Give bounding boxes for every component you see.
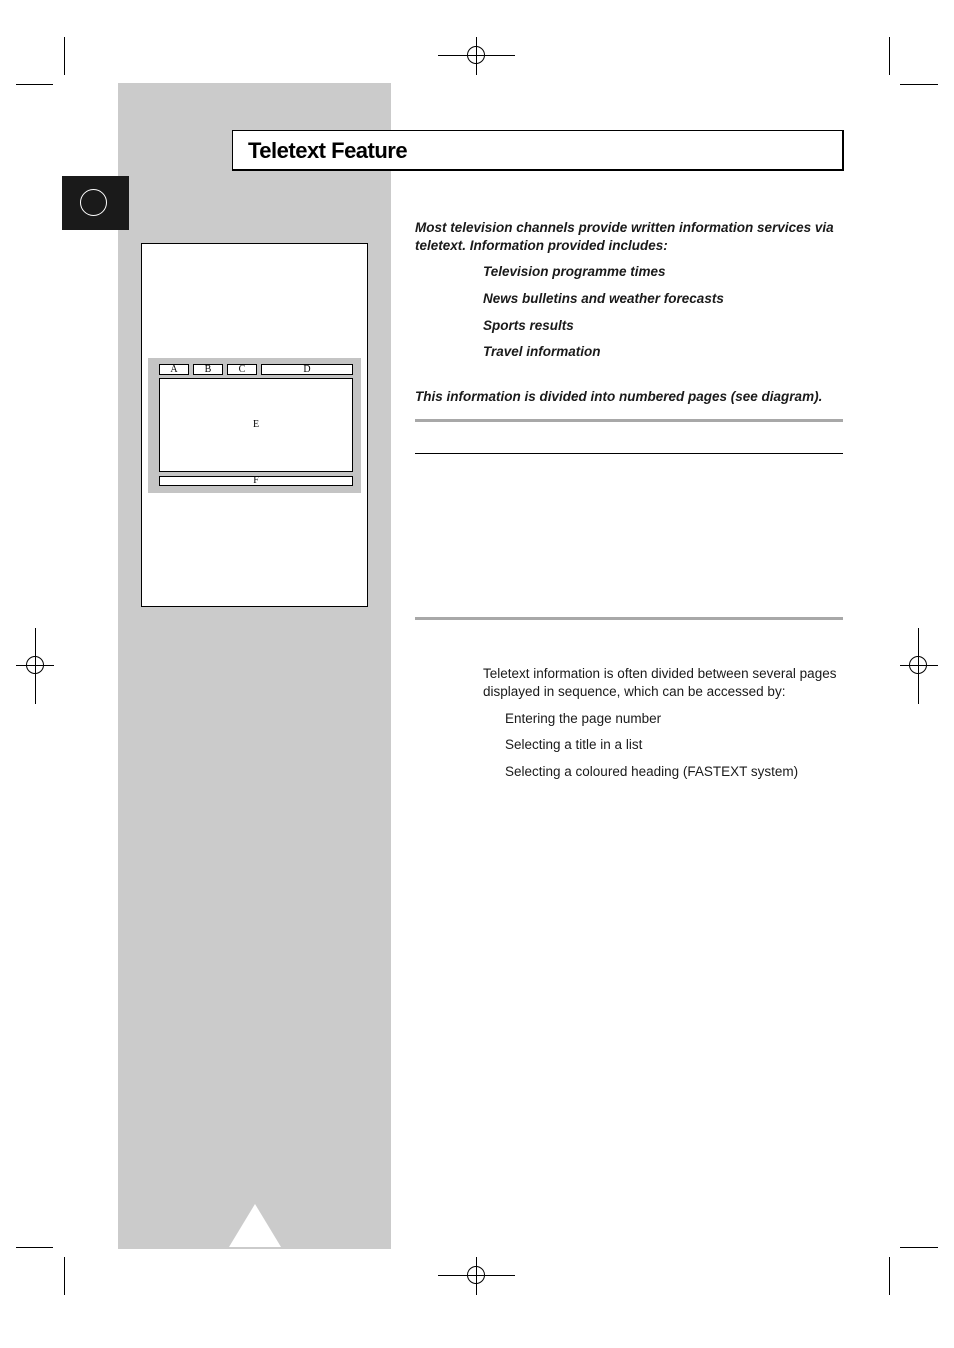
list-item: Entering the page number	[505, 711, 662, 726]
page-title: Teletext Feature	[248, 138, 408, 163]
footer-box-f: F	[159, 476, 353, 486]
crop-mark	[900, 84, 938, 85]
diagram-note: This information is divided into numbered pages (see diagram).	[415, 389, 823, 404]
crop-mark	[64, 1257, 65, 1295]
circle-icon	[80, 189, 107, 216]
crop-mark	[16, 1247, 53, 1248]
content-area-e	[159, 378, 353, 472]
crop-mark	[900, 1247, 938, 1248]
crop-mark	[16, 84, 53, 85]
list-item: Selecting a title in a list	[505, 737, 643, 752]
content-area-label: E	[252, 419, 260, 430]
teletext-screen	[148, 358, 361, 493]
list-item: News bulletins and weather forecasts	[483, 291, 724, 306]
list-item: Travel information	[483, 344, 601, 359]
access-paragraph: Teletext information is often divided between several pages displayed in sequence, which can be accessed by:	[483, 666, 837, 699]
divider	[415, 453, 843, 454]
up-arrow-icon	[229, 1204, 281, 1247]
crop-mark	[889, 1257, 890, 1295]
header-box-c: C	[227, 364, 257, 375]
list-item: Selecting a coloured heading (FASTEXT system)	[505, 764, 799, 779]
crop-mark	[889, 37, 890, 75]
crop-mark	[64, 37, 65, 75]
divider	[415, 617, 843, 620]
divider	[415, 419, 843, 422]
header-box-d: D	[261, 364, 353, 375]
title-box	[232, 130, 844, 171]
header-box-a: A	[159, 364, 189, 375]
teletext-diagram-panel	[141, 243, 368, 607]
intro-paragraph: Most television channels provide written information services via teletext. Information provided includes:	[415, 220, 834, 253]
list-item: Sports results	[483, 318, 574, 333]
section-tab	[62, 176, 129, 230]
list-item: Television programme times	[483, 264, 666, 279]
header-box-b: B	[193, 364, 223, 375]
